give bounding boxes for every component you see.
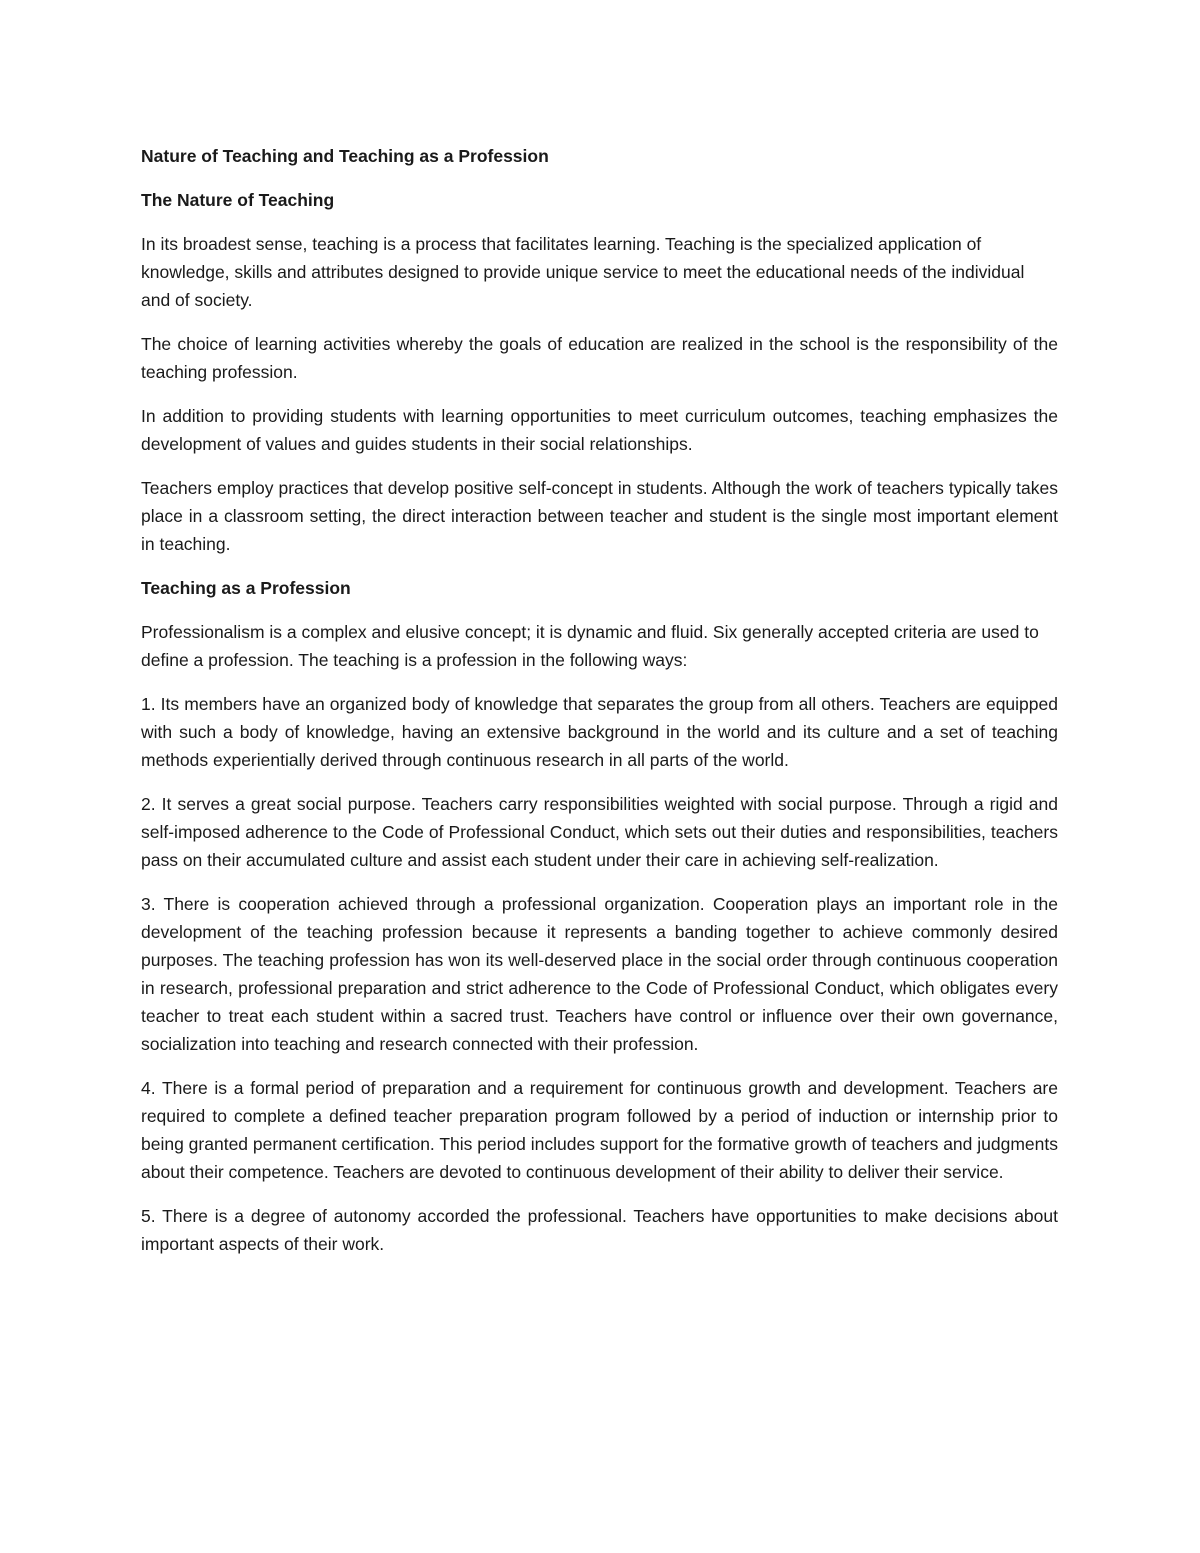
list-item: 1. Its members have an organized body of knowledge that separates the group from all others. Teachers are equipped with such a body of knowledge, having an extensive background in the world and its culture and a set of teaching methods experientially derived through continuous research in all parts of the world. (141, 694, 1058, 770)
list-item: 4. There is a formal period of preparation and a requirement for continuous growth and development. Teachers are required to complete a defined teacher preparation program followed by a period of induction or internship prior to being granted permanent certification. This period includes support for the formative growth of teachers and judgments about their competence. Teachers are devoted to continuous development of their ability to deliver their service. (141, 1078, 1058, 1182)
paragraph: Teachers employ practices that develop positive self-concept in students. Although the work of teachers typically takes place in a classroom setting, the direct interaction between teacher and student is the single most important element in teaching. (141, 478, 1058, 554)
paragraph: In addition to providing students with learning opportunities to meet curriculum outcomes, teaching emphasizes the development of values and guides students in their social relationships. (141, 406, 1058, 454)
paragraph-intro: Professionalism is a complex and elusive concept; it is dynamic and fluid. Six generally accepted criteria are used to define a profession. The teaching is a profession in the following ways: (141, 622, 1039, 670)
list-item: 5. There is a degree of autonomy accorded the professional. Teachers have opportunities to make decisions about important aspects of their work. (141, 1206, 1058, 1254)
section-heading-teaching-as-profession: Teaching as a Profession (141, 578, 351, 598)
list-item: 2. It serves a great social purpose. Teachers carry responsibilities weighted with social purpose. Through a rigid and self-imposed adherence to the Code of Professional Conduct, which sets out their duties and responsibilities, teachers pass on their accumulated culture and assist each student under their care in achieving self-realization. (141, 794, 1058, 870)
list-item: 3. There is cooperation achieved through a professional organization. Cooperation plays an important role in the development of the teaching profession because it represents a banding together to achieve commonly desired purposes. The teaching profession has won its well-deserved place in the social order through continuous cooperation in research, professional preparation and strict adherence to the Code of Professional Conduct, which obligates every teacher to treat each student within a sacred trust. Teachers have control or influence over their own governance, socialization into teaching and research connected with their profession. (141, 894, 1058, 1054)
document-page (141, 142, 1058, 1274)
paragraph: The choice of learning activities whereby the goals of education are realized in the school is the responsibility of the teaching profession. (141, 334, 1058, 382)
document-title: Nature of Teaching and Teaching as a Profession (141, 146, 549, 166)
paragraph: In its broadest sense, teaching is a process that facilitates learning. Teaching is the specialized application of knowledge, skills and attributes designed to provide unique service to meet the educational needs of the individual and of society. (141, 234, 1025, 310)
section-heading-nature-of-teaching: The Nature of Teaching (141, 190, 335, 210)
